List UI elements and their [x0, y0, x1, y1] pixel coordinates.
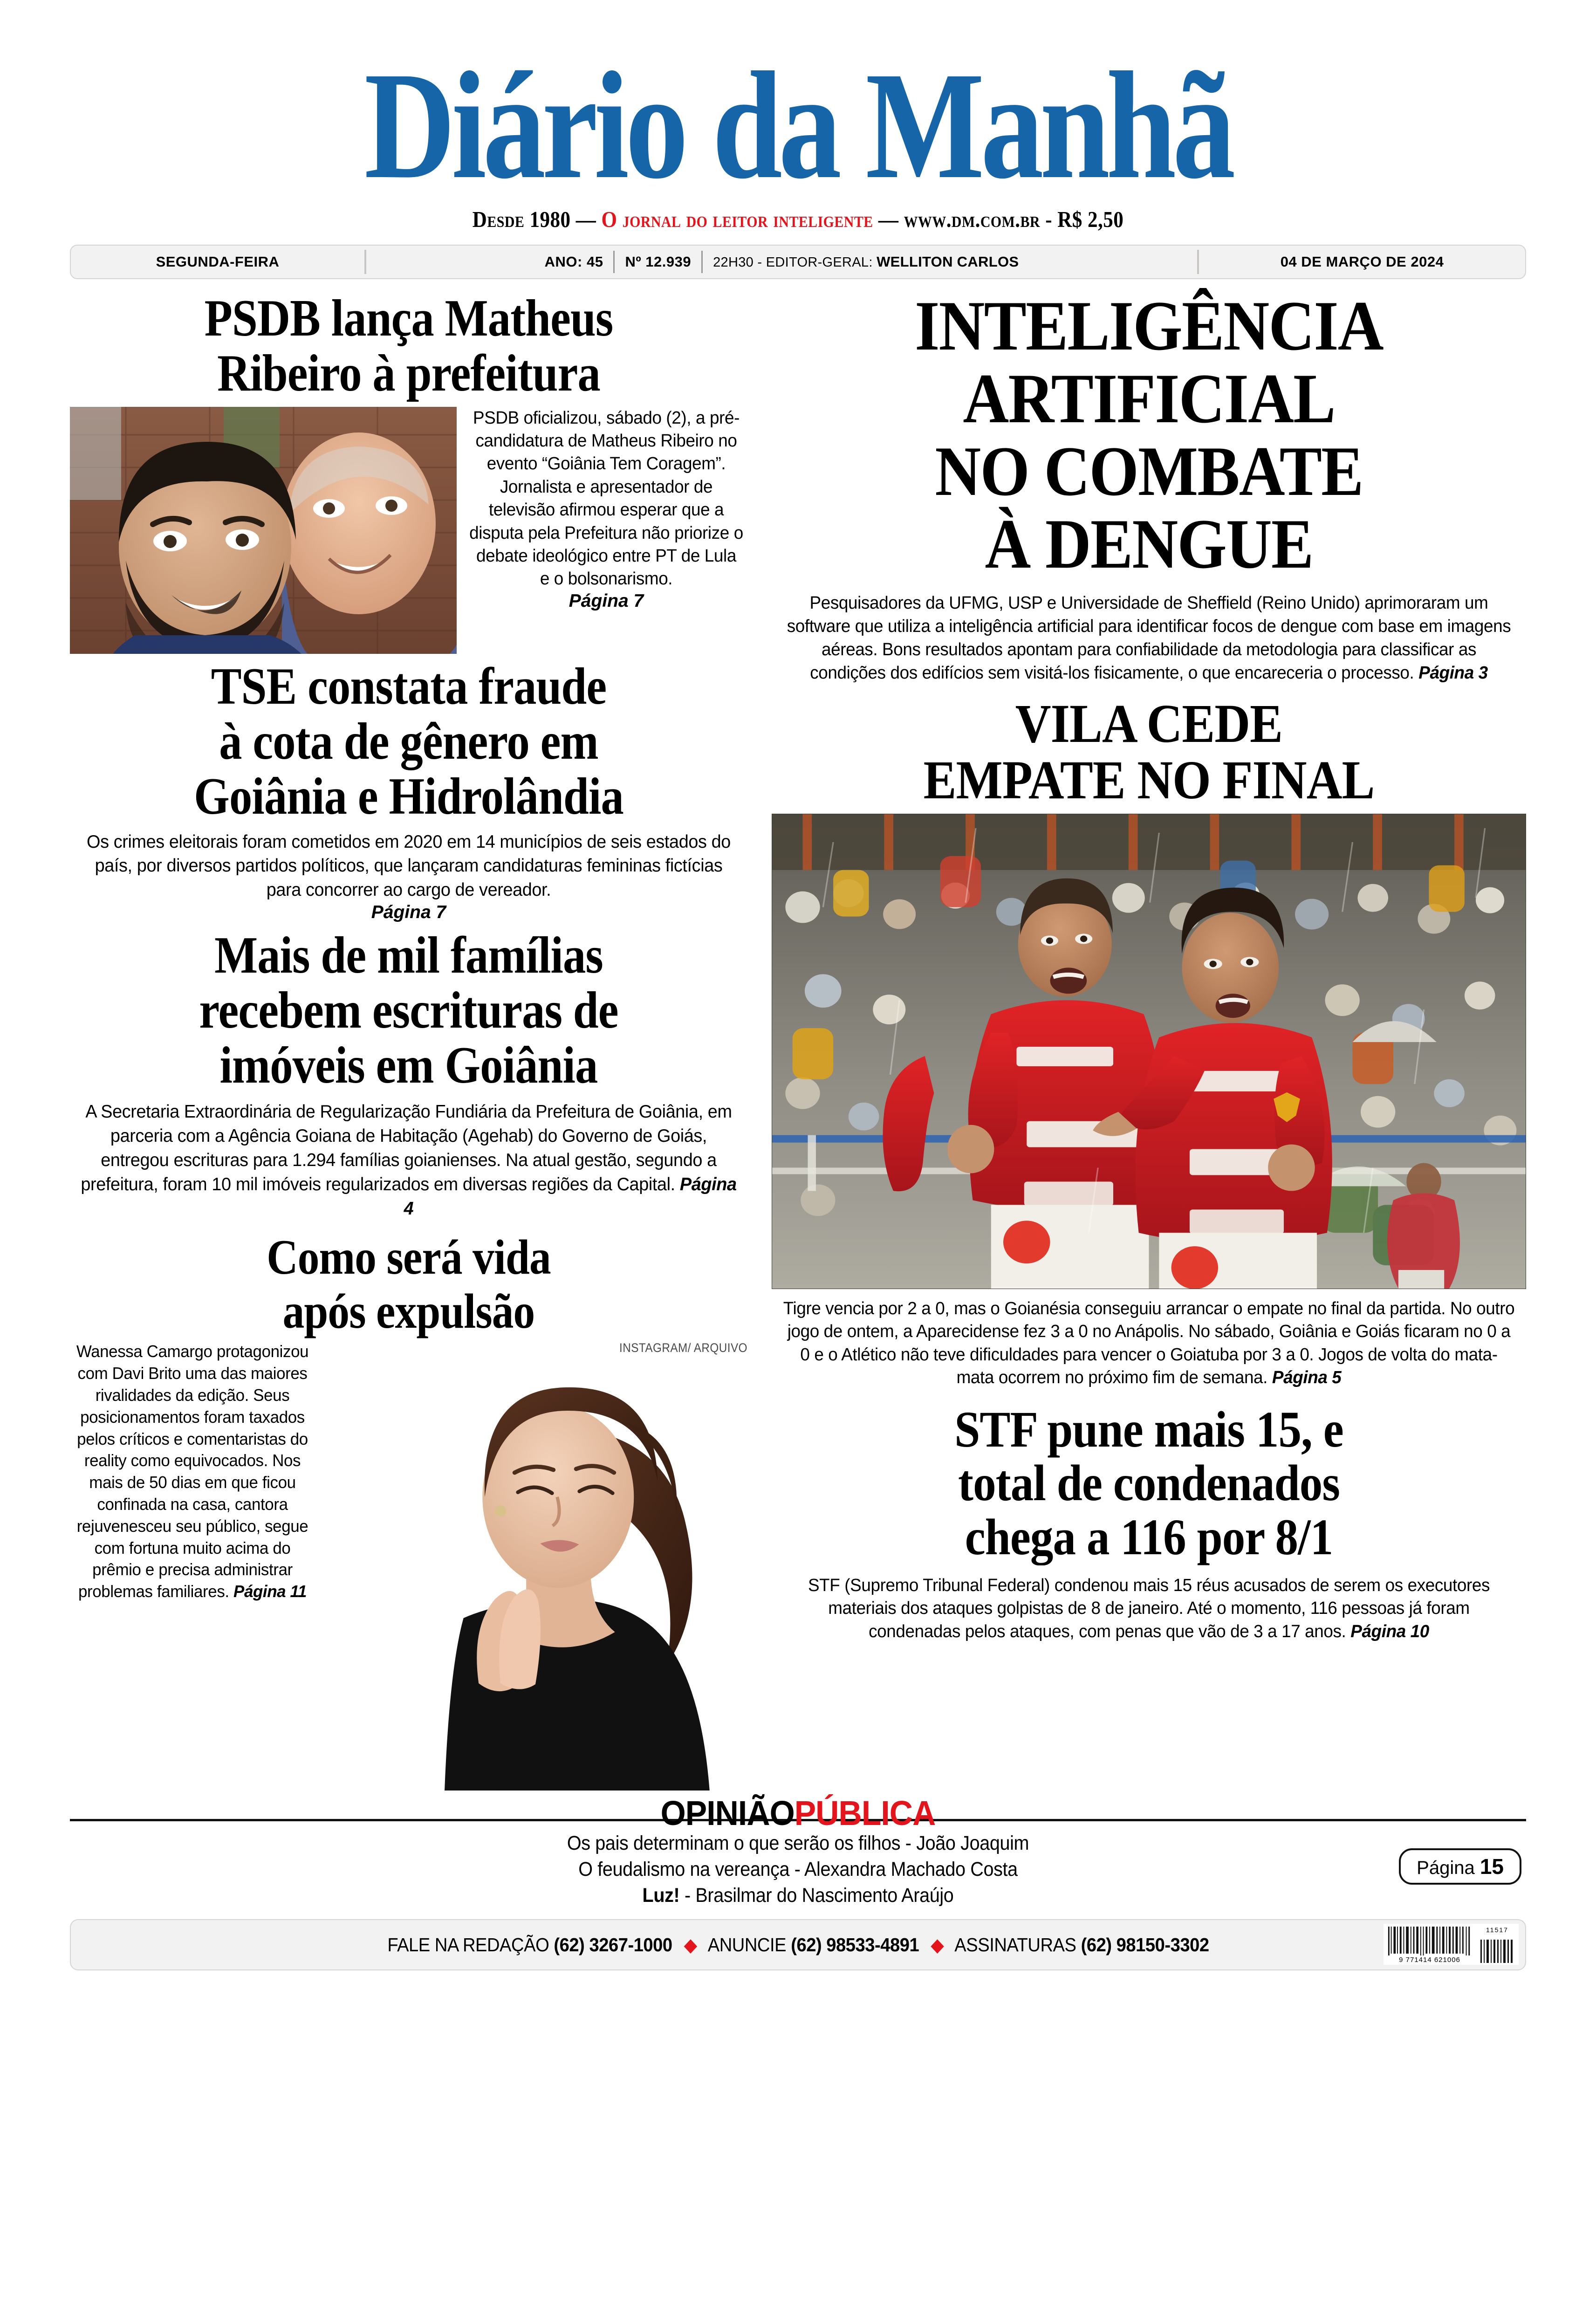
opinion-item-author: Alexandra Machado Costa [804, 1858, 1018, 1881]
tagline-post: — www.dm.com.br - R$ 2,50 [873, 206, 1124, 232]
edition-date: 04 DE MARÇO DE 2024 [1280, 253, 1444, 270]
vila-lede-text: Tigre vencia por 2 a 0, mas o Goianésia conseguiu arrancar o empate no final da partida. No outro jogo de ontem, a Aparecidense fez 3 a 0 no Anápolis. No sábado, Goiânia e Goiás ficaram no 0 a 0 e o Atlético não teve dificuldades para vencer o Goiatuba por 3 a 0. Jogos de volta do mata-mata ocorrem no próximo fim de semana. [783, 1298, 1515, 1388]
escrituras-headline-line3: imóveis em Goiânia [219, 1036, 598, 1095]
edition-info-bar [70, 245, 1526, 279]
opinion-page-label: Página [1417, 1858, 1475, 1879]
closing-time: 22H30 [713, 254, 754, 270]
opinion-page-badge[interactable] [1399, 1848, 1521, 1885]
vila-photo [772, 814, 1526, 1289]
stf-lede [783, 1574, 1514, 1643]
barcode-addon-digits: 11517 [1486, 1926, 1508, 1934]
wanessa-photo-credit: INSTAGRAM/ ARQUIVO [619, 1341, 747, 1355]
story-tse[interactable] [70, 657, 747, 923]
story-dengue[interactable] [772, 286, 1526, 685]
newspaper-logo: Diário da Manhã [364, 41, 1232, 211]
contact-line [387, 1934, 1209, 1956]
dengue-headline-line2: ARTIFICIAL [963, 359, 1335, 438]
wanessa-photo-image [322, 1357, 747, 1791]
opinion-title-red: PÚBLICA [794, 1794, 936, 1833]
barcode-main [1387, 1927, 1472, 1963]
dengue-headline-line1: INTELIGÊNCIA [915, 286, 1383, 365]
tse-headline-line3: Goiânia e Hidrolândia [194, 767, 623, 825]
opinion-item-dash: - [905, 1832, 917, 1855]
masthead [70, 0, 1526, 233]
psdb-photo-row [70, 407, 747, 654]
stf-headline-line3: chega a 116 por 8/1 [965, 1508, 1333, 1565]
story-stf[interactable] [772, 1400, 1526, 1644]
opinion-title [114, 1793, 1483, 1833]
vila-lede [783, 1297, 1514, 1390]
editor-label: EDITOR-GERAL: [766, 254, 873, 270]
opinion-item[interactable] [128, 1831, 1468, 1857]
dengue-headline-line3: NO COMBATE [935, 432, 1363, 510]
vila-headline-line1: VILA CEDE [1015, 693, 1283, 755]
tse-lede: Os crimes eleitorais foram cometidos em 2020 em 14 municípios de seis estados do país, por diversos partidos políticos, que lançaram candidaturas femininas fictícias para concorrer ao cargo de vereador. [87, 831, 731, 900]
tagline-slogan: O jornal do leitor inteligente [601, 206, 873, 232]
dengue-lede-text: Pesquisadores da UFMG, USP e Universidade de Sheffield (Reino Unido) aprimoraram um software que utiliza a inteligência artificial para identificar focos de dengue com base em imagens aéreas. Bons resultados apontam para confiabilidade da metodologia para classificar as condições dos edifícios sem visitá-los fisicamente, o que encareceria o processo. [787, 593, 1511, 683]
psdb-lede [469, 407, 743, 591]
wanessa-headline-line1: Como será vida [267, 1230, 551, 1285]
diamond-separator-icon: ◆ [930, 1935, 944, 1955]
wanessa-page-ref[interactable]: Página 11 [233, 1582, 307, 1601]
edition-number: Nº 12.939 [625, 253, 692, 270]
wanessa-headline-line2: após expulsão [282, 1284, 535, 1339]
opinion-page-number: 15 [1480, 1854, 1504, 1879]
escrituras-headline-line2: recebem escrituras de [199, 981, 618, 1040]
stf-lede-text: STF (Supremo Tribunal Federal) condenou mais 15 réus acusados de serem os executores materiais dos ataques golpistas de 8 de janeiro. Até o momento, 116 pessoas já foram condenadas pelos ataques, com penas que vão de 3 a 17 anos. [808, 1576, 1490, 1641]
opinion-item-author: Brasilmar do Nascimento Araújo [695, 1884, 954, 1907]
tse-page-ref[interactable]: Página 7 [371, 902, 446, 923]
tse-headline-line1: TSE constata fraude [211, 657, 607, 715]
barcode-bars-icon [1387, 1927, 1472, 1955]
wanessa-lede-text: Wanessa Camargo protagonizou com Davi Brito uma das maiores rivalidades da edição. Seus posicionamentos foram taxados pelos críticos e comentaristas do reality como equivocados. Nos mais de 50 dias em que ficou confinada na casa, cantora rejuvenesceu seu público, segue com fortuna muito acima do prêmio e precisa administrar problemas familiares. [76, 1342, 309, 1601]
opinion-item-author: João Joaquim [916, 1832, 1029, 1855]
opinion-item-title: Luz! [642, 1884, 680, 1907]
wanessa-text [70, 1341, 322, 1791]
stf-page-ref[interactable]: Página 10 [1350, 1621, 1429, 1641]
vila-headline-line2: EMPATE NO FINAL [923, 749, 1375, 810]
stf-headline-line2: total de condenados [958, 1454, 1340, 1511]
dengue-page-ref[interactable]: Página 3 [1418, 663, 1488, 683]
opinion-item[interactable] [128, 1857, 1468, 1883]
barcode-addon [1480, 1927, 1515, 1963]
opinion-item-title: Os pais determinam o que serão os filhos [567, 1832, 901, 1855]
edition-details [366, 251, 1197, 273]
anuncie-phone[interactable]: (62) 98533-4891 [790, 1934, 919, 1955]
content-grid [70, 288, 1526, 1791]
escrituras-page-ref[interactable]: Página 4 [404, 1174, 737, 1219]
escrituras-lede-text: A Secretaria Extraordinária de Regularização Fundiária da Prefeitura de Goiânia, em parceria com a Agência Goiana de Habitação (Agehab) do Governo de Goiás, entregou escrituras para 1.294 famílias goianienses. Na atual gestão, segundo a prefeitura, foram 10 mil imóveis regularizados em diversas regiões da Capital. [81, 1102, 732, 1194]
opinion-section [70, 1793, 1526, 1909]
anuncie-label: ANUNCIE [707, 1934, 786, 1955]
vila-page-ref[interactable]: Página 5 [1272, 1368, 1342, 1388]
story-escrituras[interactable] [70, 926, 747, 1221]
diamond-separator-icon: ◆ [684, 1935, 697, 1955]
story-wanessa[interactable] [70, 1230, 747, 1791]
dengue-headline-line4: À DENGUE [985, 504, 1313, 583]
wanessa-row [70, 1341, 747, 1791]
psdb-page-ref[interactable]: Página 7 [569, 590, 644, 611]
redacao-phone[interactable]: (62) 3267-1000 [553, 1934, 672, 1955]
tse-headline-line2: à cota de gênero em [219, 712, 598, 770]
opinion-item[interactable] [128, 1883, 1468, 1909]
barcode-digits: 9 771414 621006 [1387, 1956, 1472, 1964]
stf-headline-line1: STF pune mais 15, e [954, 1400, 1343, 1458]
story-vila[interactable] [772, 693, 1526, 1389]
right-column [760, 288, 1526, 1791]
contact-footer [70, 1919, 1526, 1970]
psdb-photo-image [70, 407, 457, 654]
dengue-lede [783, 591, 1514, 685]
assinaturas-phone[interactable]: (62) 98150-3302 [1081, 1934, 1209, 1955]
barcode [1384, 1924, 1519, 1965]
editor-info: 22H30 - EDITOR-GERAL: WELLITON CARLOS [713, 253, 1019, 270]
weekday-label: SEGUNDA-FEIRA [156, 253, 280, 270]
story-psdb[interactable] [70, 289, 747, 654]
barcode-addon-bars-icon [1480, 1940, 1515, 1963]
opinion-item-title: O feudalismo na vereança [578, 1858, 790, 1881]
wanessa-photo [322, 1357, 747, 1791]
opinion-item-dash: - [794, 1858, 805, 1881]
escrituras-lede [80, 1100, 737, 1221]
wanessa-photo-wrap [322, 1341, 747, 1791]
tagline-pre: Desde 1980 — [472, 206, 602, 232]
assinaturas-label: ASSINATURAS [954, 1934, 1076, 1955]
left-column [70, 288, 760, 1791]
vila-photo-image [772, 814, 1526, 1289]
opinion-list [128, 1831, 1468, 1909]
masthead-tagline [158, 206, 1439, 233]
psdb-headline-line2: Ribeiro à prefeitura [217, 344, 600, 402]
wanessa-lede [74, 1341, 311, 1603]
edition-year: ANO: 45 [544, 253, 603, 270]
escrituras-headline-line1: Mais de mil famílias [214, 926, 603, 985]
opinion-title-black: OPINIÃO [660, 1794, 795, 1833]
psdb-text [465, 407, 747, 654]
psdb-lede-text: PSDB oficializou, sábado (2), a pré-candidatura de Matheus Ribeiro no evento “Goiânia Tem Coragem”. Jornalista e apresentador de televisão afirmou esperar que a disputa pela Prefeitura não priorize o debate ideológico entre PT de Lula e o bolsonarismo. [469, 408, 743, 589]
psdb-headline-line1: PSDB lança Matheus [204, 289, 613, 347]
psdb-photo [70, 407, 457, 654]
opinion-item-dash: - [684, 1884, 696, 1907]
redacao-label: FALE NA REDAÇÃO [387, 1934, 549, 1955]
editor-name: WELLITON CARLOS [877, 253, 1019, 270]
